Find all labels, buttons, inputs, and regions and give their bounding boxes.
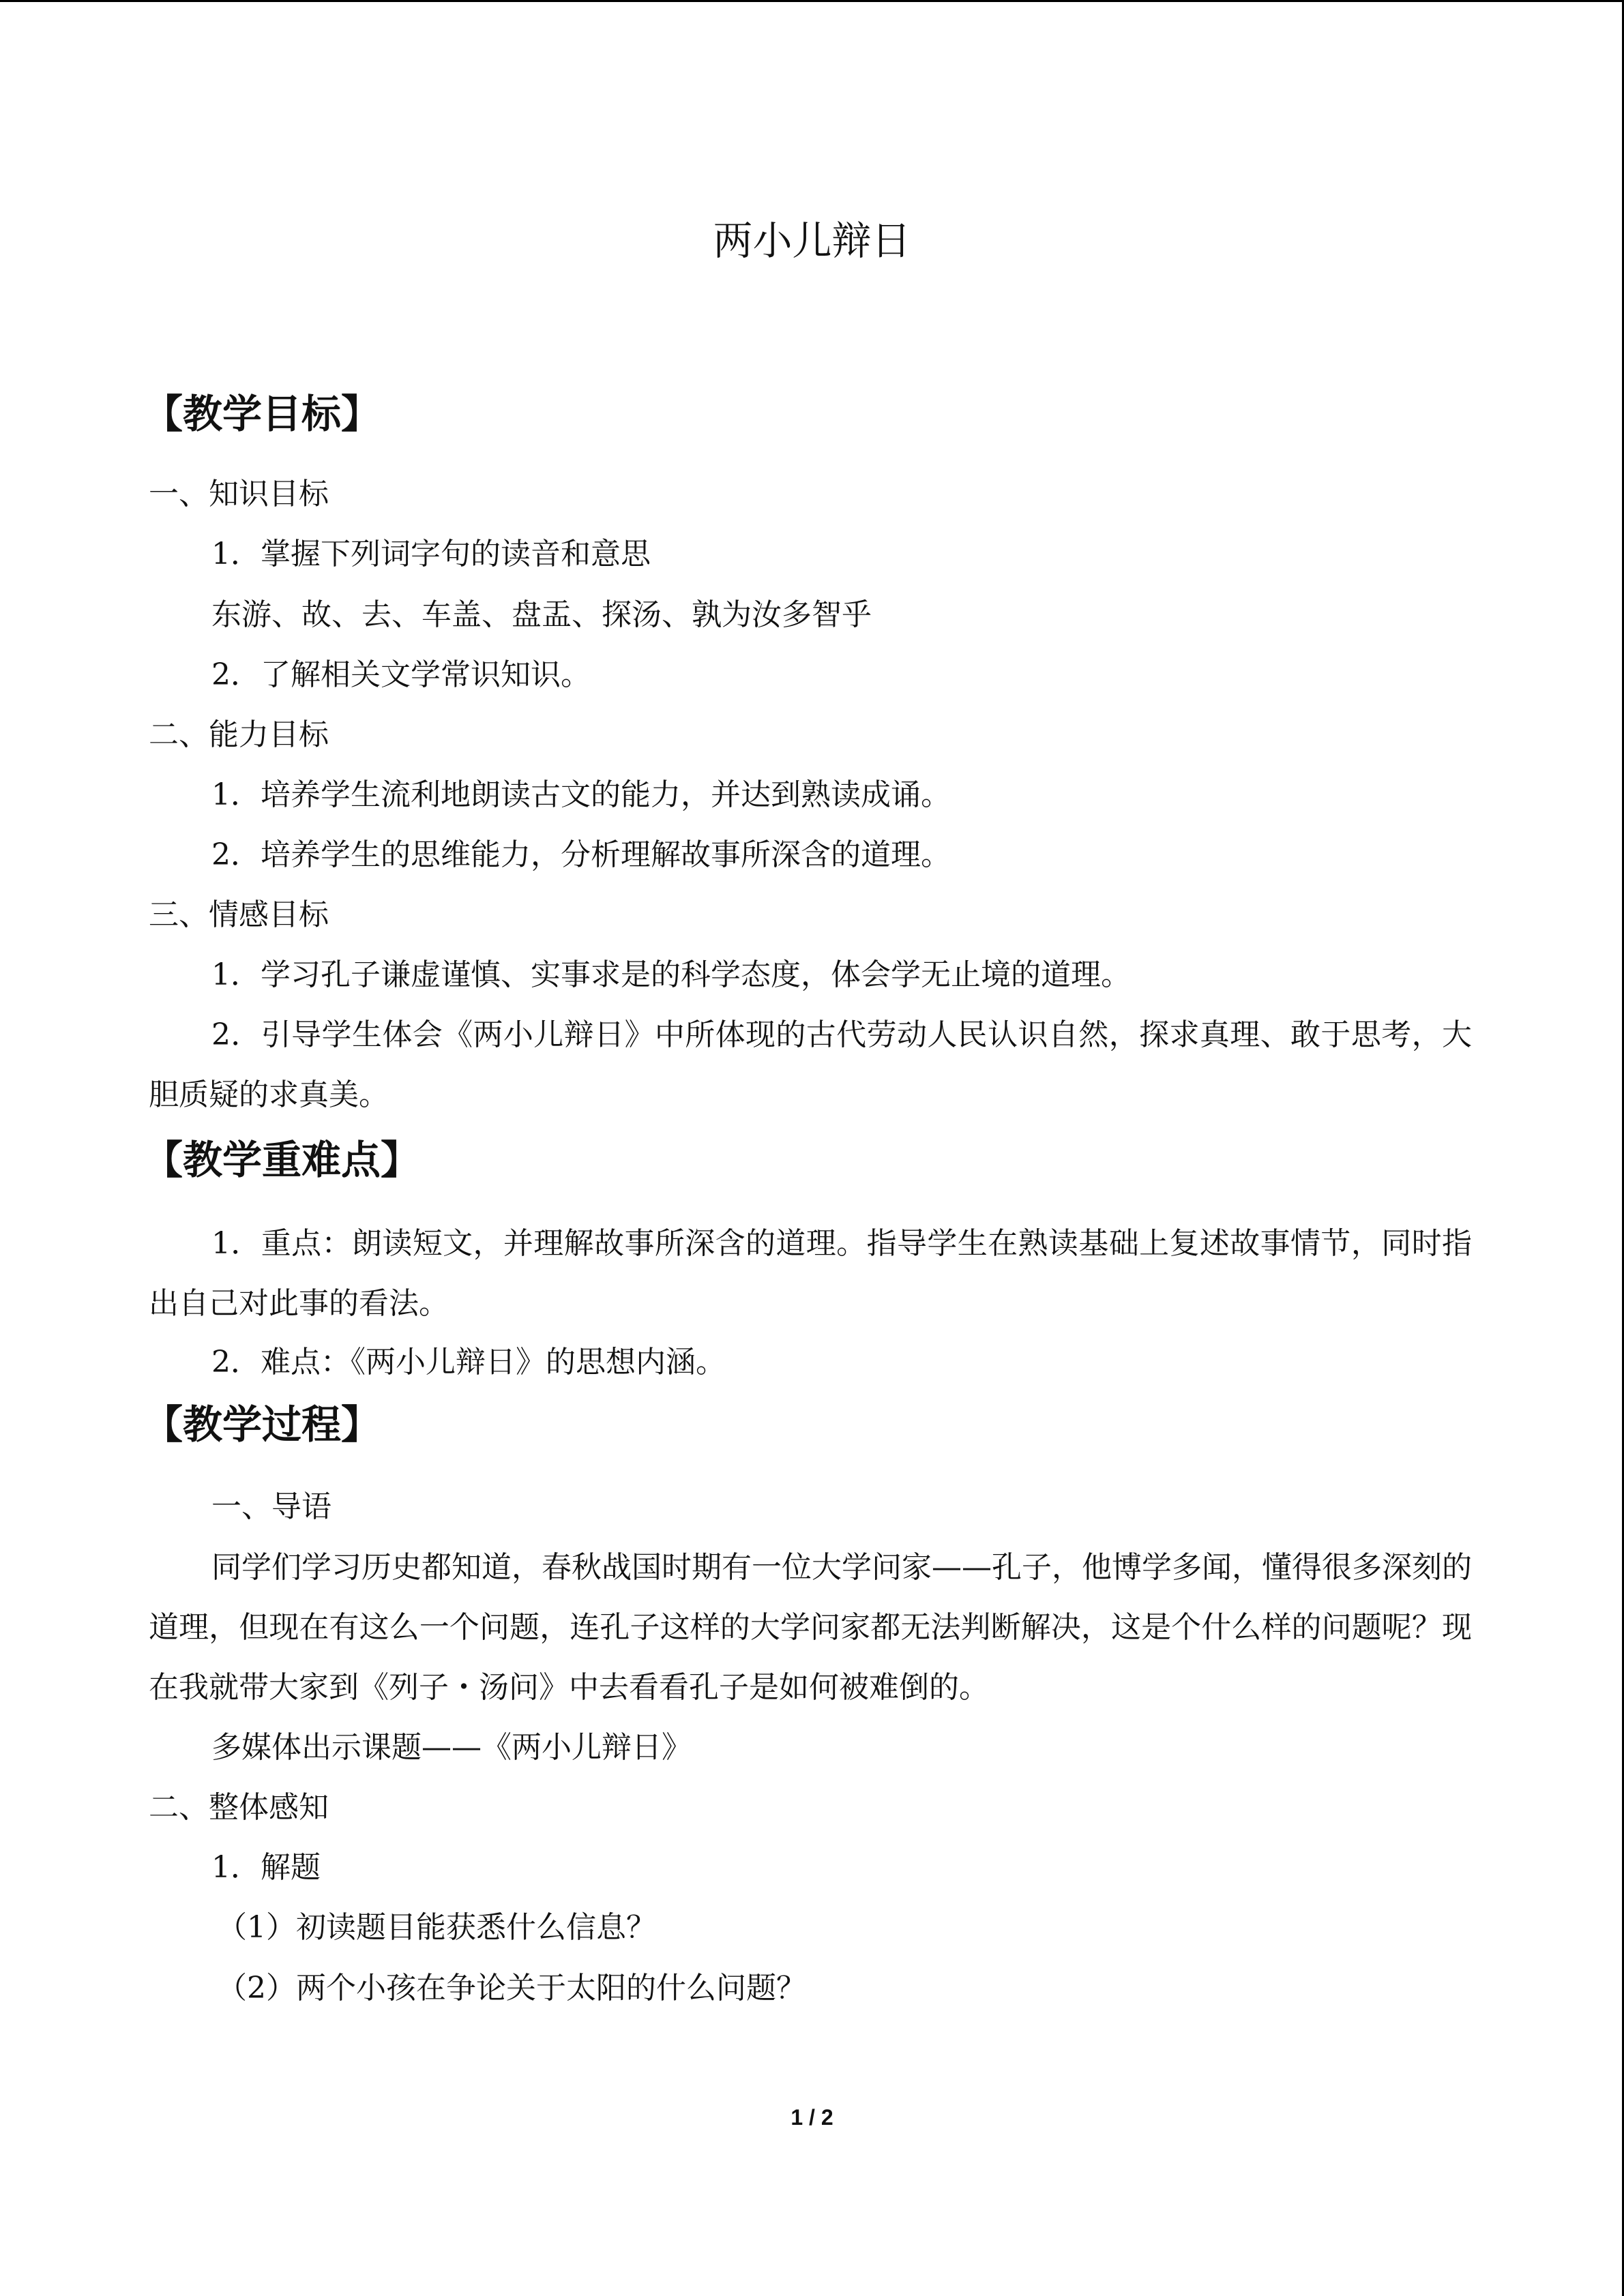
page-number: 1 / 2 — [791, 2105, 833, 2130]
heading-teaching-process: 【教学过程】 — [143, 1401, 381, 1448]
heading-teaching-goals: 【教学目标】 — [143, 391, 381, 437]
knowledge-item-1: 1．掌握下列词字句的读音和意思 — [211, 537, 651, 571]
step-explain-title: 1．解题 — [211, 1850, 321, 1885]
question-1: （1）初读题目能获悉什么信息？ — [217, 1910, 656, 1945]
ability-goals-heading: 二、能力目标 — [149, 717, 329, 752]
key-point-1: 1．重点：朗读短文，并理解故事所深含的道理。指导学生在熟读基础上复述故事情节，同时指出自己对此事的看法。 — [149, 1226, 1472, 1321]
question-2: （2）两个小孩在争论关于太阳的什么问题？ — [217, 1971, 806, 2006]
media-slide-note: 多媒体出示课题——《两小儿辩日》 — [211, 1730, 692, 1765]
document-title: 两小儿辩日 — [713, 218, 911, 264]
ability-item-1: 1．培养学生流利地朗读古文的能力，并达到熟读成诵。 — [211, 777, 951, 812]
knowledge-goals-heading: 一、知识目标 — [149, 477, 329, 511]
page-border-top — [0, 0, 1624, 2]
heading-key-points: 【教学重难点】 — [143, 1137, 421, 1183]
emotion-item-1: 1．学习孔子谦虚谨慎、实事求是的科学态度，体会学无止境的道理。 — [211, 957, 1131, 992]
ability-item-2: 2．培养学生的思维能力，分析理解故事所深含的道理。 — [211, 837, 951, 872]
intro-heading: 一、导语 — [211, 1489, 331, 1524]
emotion-item-2: 2．引导学生体会《两小儿辩日》中所体现的古代劳动人民认识自然，探求真理、敢于思考，大胆质疑的求真美。 — [149, 1017, 1472, 1112]
key-point-2: 2．难点：《两小儿辩日》的思想内涵。 — [211, 1345, 726, 1380]
intro-paragraph: 同学们学习历史都知道，春秋战国时期有一位大学问家——孔子，他博学多闻，懂得很多深刻的道理，但现在有这么一个问题，连孔子这样的大学问家都无法判断解决，这是个什么样的问题呢？现在我就带大家到《列子・汤问》中去看看孔子是如何被难倒的。 — [149, 1550, 1472, 1705]
emotion-goals-heading: 三、情感目标 — [149, 897, 329, 932]
knowledge-word-list: 东游、故、去、车盖、盘盂、探汤、孰为汝多智乎 — [211, 597, 872, 632]
knowledge-item-2: 2．了解相关文学常识知识。 — [211, 657, 591, 692]
overall-perception-heading: 二、整体感知 — [149, 1790, 329, 1825]
